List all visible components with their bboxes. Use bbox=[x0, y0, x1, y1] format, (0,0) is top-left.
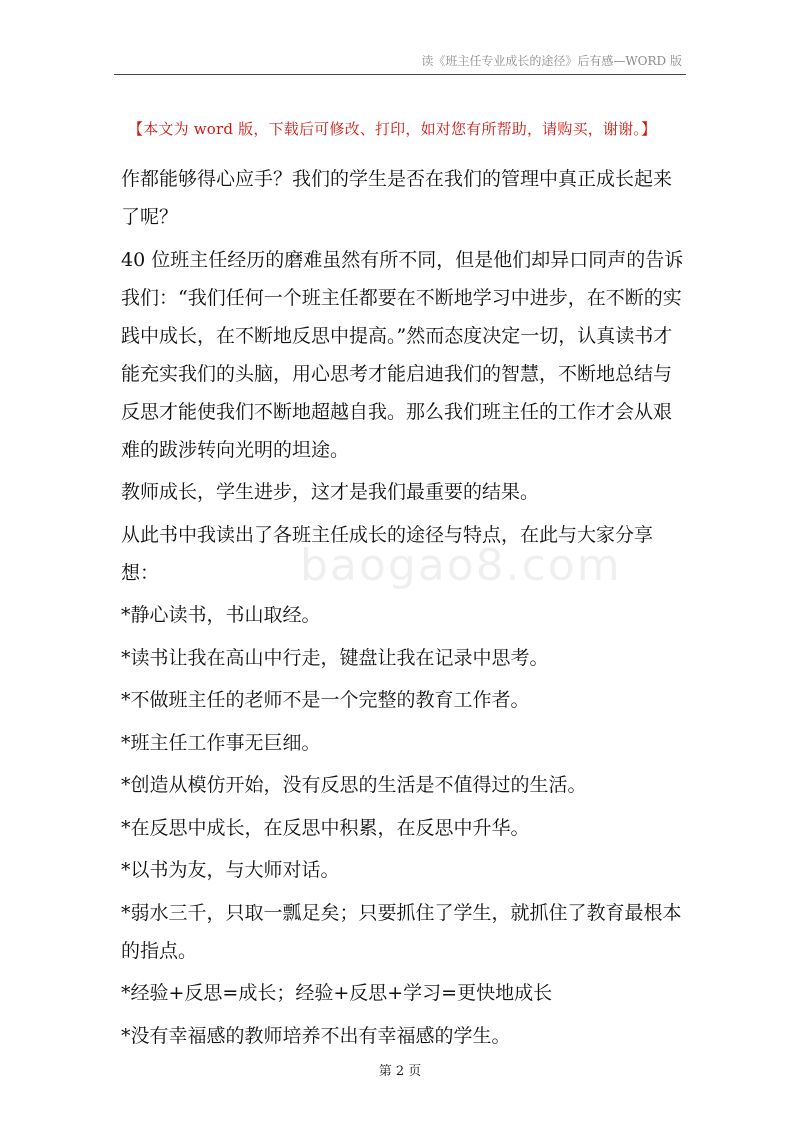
bullet-item: *以书为友，与大师对话。 bbox=[121, 859, 340, 881]
page-header-title: 读《班主任专业成长的途径》后有感—WORD 版 bbox=[421, 54, 682, 68]
bullet-item: *读书让我在高山中行走，键盘让我在记录中思考。 bbox=[121, 646, 549, 669]
paragraph: 作都能够得心应手？我们的学生是否在我们的管理中真正成长起来了呢？ bbox=[121, 168, 673, 228]
bullet-item: *弱水三千，只取一瓢足矣；只要抓住了学生，就抓住了教育最根本的指点。 bbox=[121, 901, 682, 962]
document-body bbox=[121, 160, 687, 1059]
page-number: 第 2 页 bbox=[378, 1064, 422, 1079]
header-divider bbox=[114, 74, 686, 75]
bullet-item: *不做班主任的老师不是一个完整的教育工作者。 bbox=[121, 689, 530, 711]
bullet-item: *班主任工作事无巨细。 bbox=[121, 731, 321, 754]
bullet-item: *经验+反思=成长；经验+反思+学习=更快地成长 bbox=[121, 982, 553, 1004]
watermark: baogao8.com bbox=[300, 540, 622, 591]
bullet-item: *没有幸福感的教师培养不出有幸福感的学生。 bbox=[121, 1024, 511, 1047]
bullet-item: *创造从模仿开始，没有反思的生活是不值得过的生活。 bbox=[121, 774, 587, 796]
bullet-item: *静心读书，书山取经。 bbox=[121, 604, 321, 626]
bullet-item: *在反思中成长，在反思中积累，在反思中升华。 bbox=[121, 816, 530, 839]
paragraph: 40 位班主任经历的磨难虽然有所不同，但是他们却异口同声的告诉我们：“我们任何一个班主任都要在不断地学习中进步，在不断的实践中成长，在不断地反思中提高。”然而态度决定一切，认真读书才能充实我们的头脑，用心思考才能启迪我们的智慧，不断地总结与反思才能使我们不断地超越自我。那么我们班主任的工作才会从艰难的跋涉转向光明的坦途。 bbox=[121, 248, 684, 461]
paragraph: 教师成长，学生进步，这才是我们最重要的结果。 bbox=[121, 481, 540, 503]
paragraph: 从此书中我读出了各班主任成长的途径与特点，在此与大家分享想： bbox=[121, 523, 654, 584]
download-notice: 【本文为 word 版，下载后可修改、打印，如对您有所帮助，请购买，谢谢。】 bbox=[128, 120, 657, 138]
